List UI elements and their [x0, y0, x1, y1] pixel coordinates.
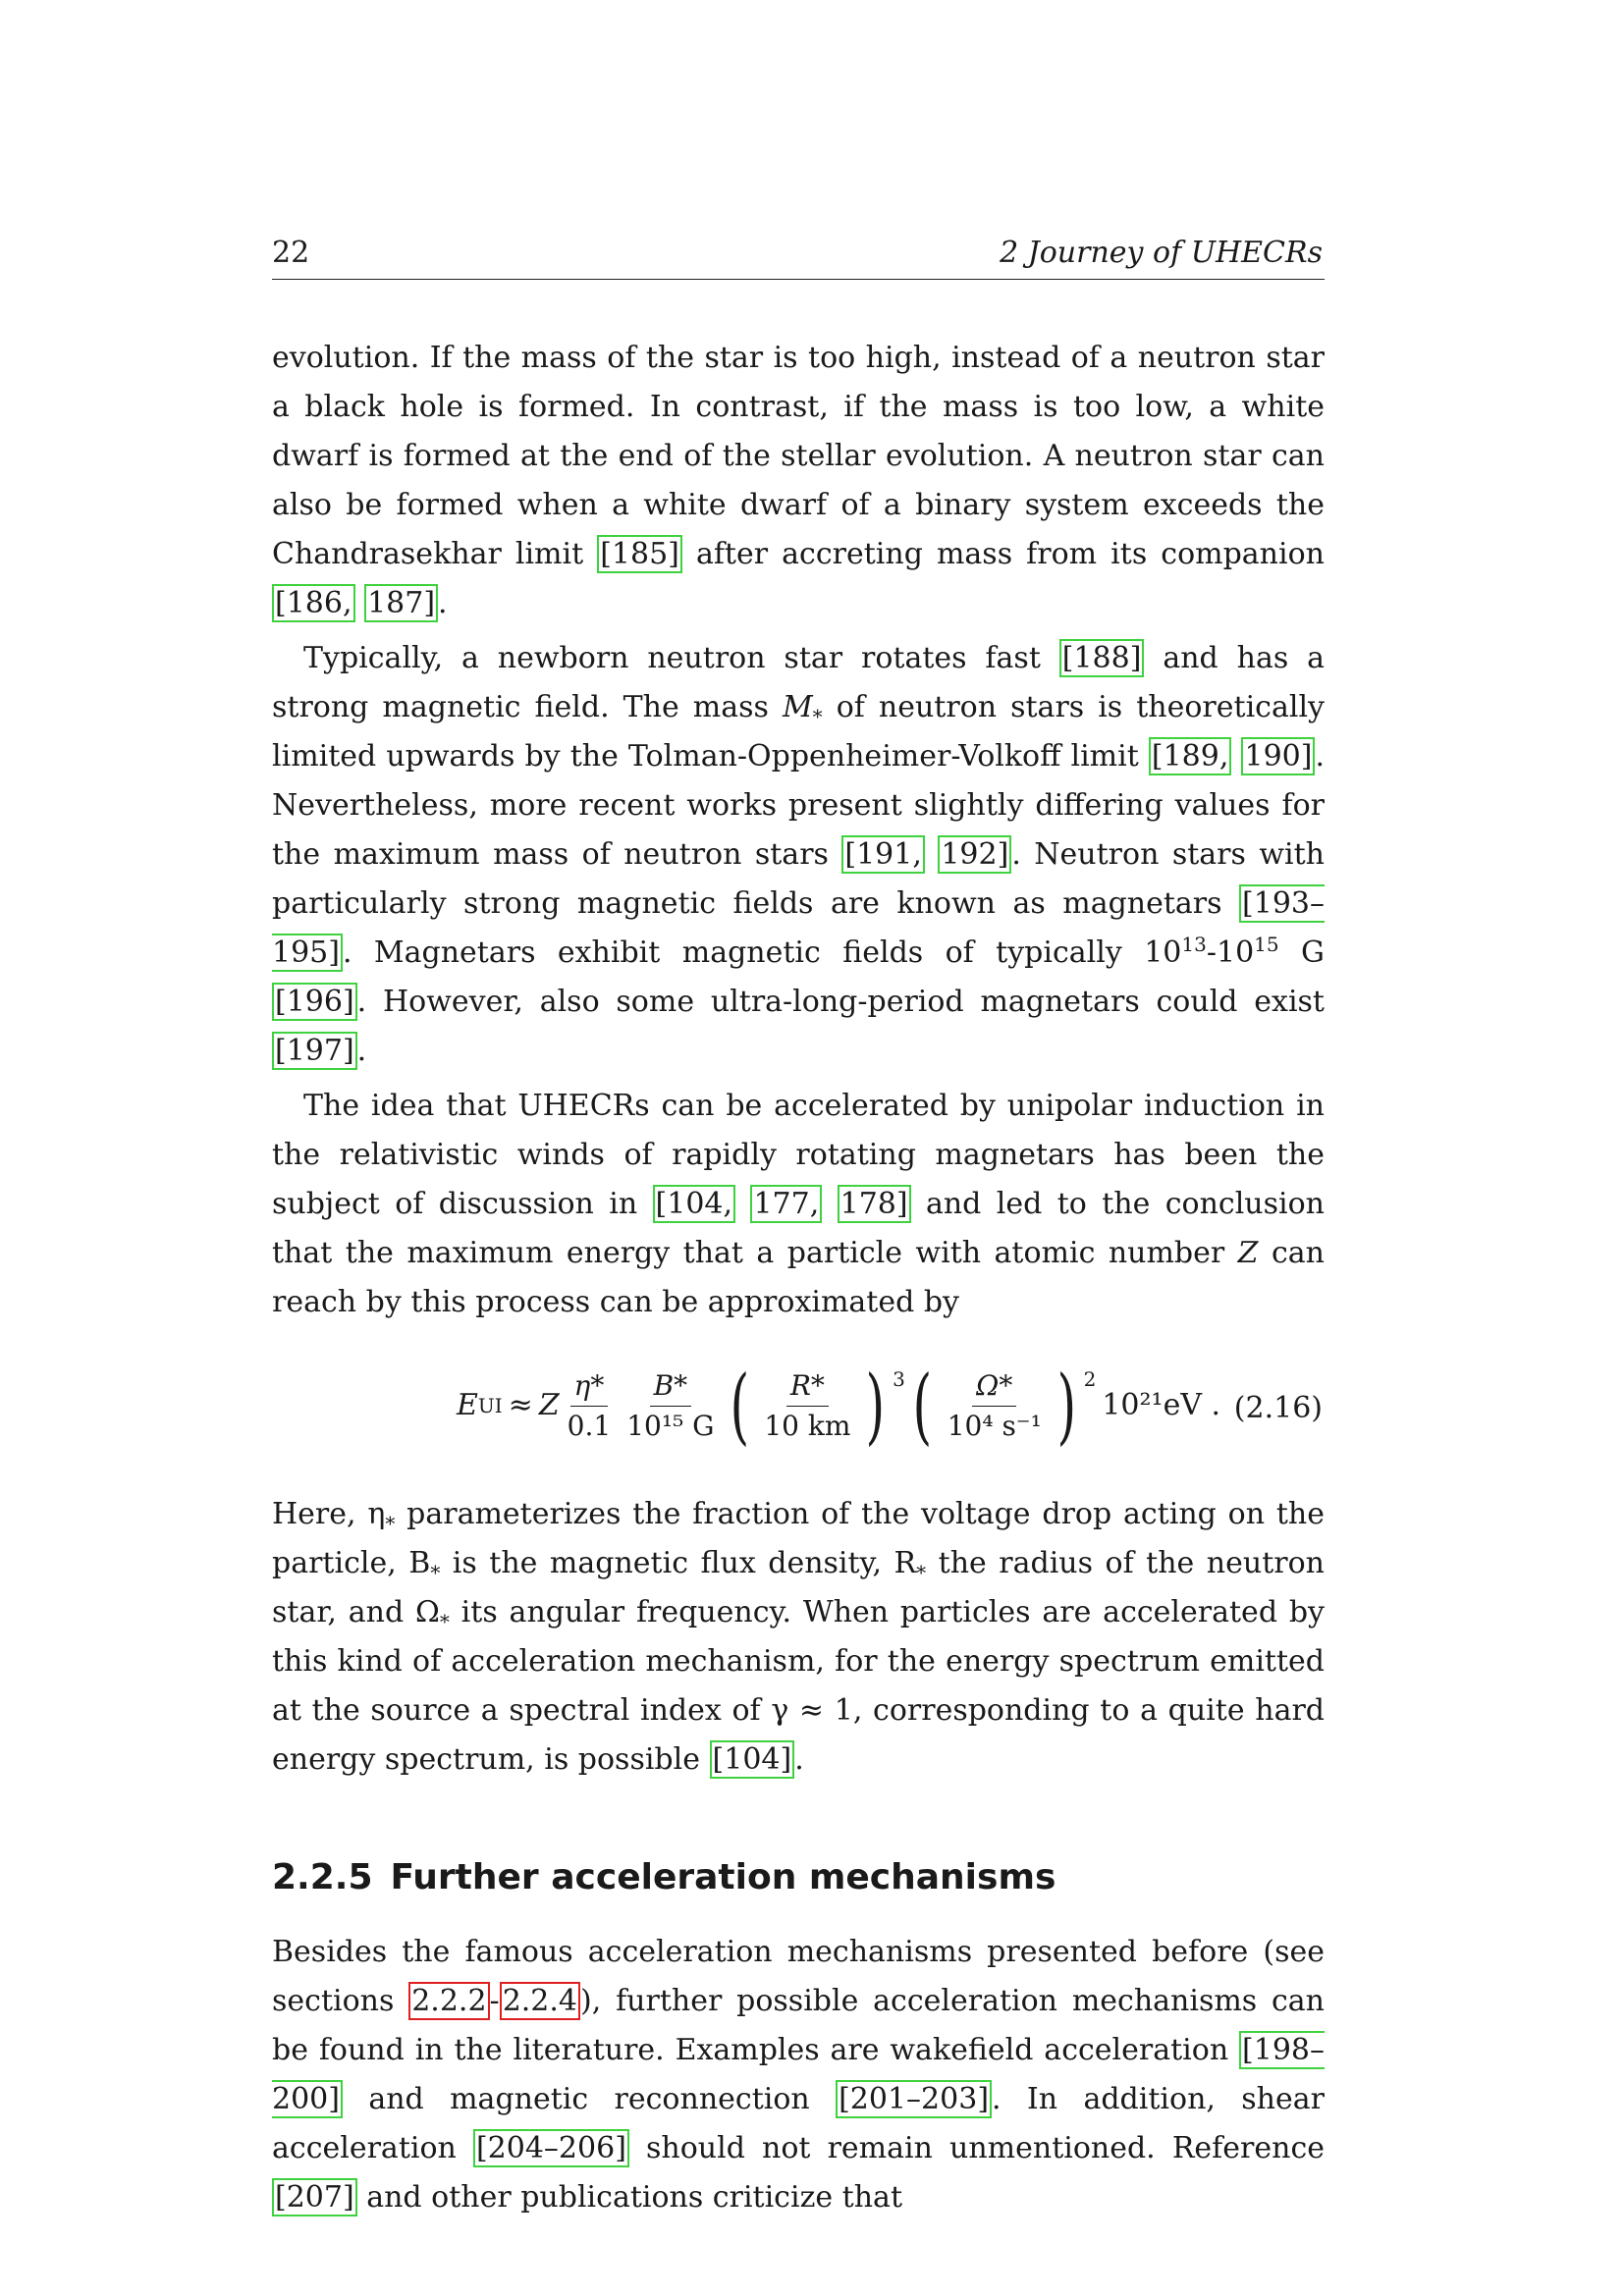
exponent: 15 [1254, 933, 1279, 956]
eq-fraction-b [623, 1366, 718, 1446]
text: The idea that UHECRs can be accelerated by unipolar induction in the relativistic winds of rapidly rotating magnetars has been the subject of discussion in [272, 1089, 1325, 1221]
text: . Magnetars exhibit magnetic fields of typically 10 [342, 935, 1182, 970]
text: and magnetic reconnection [342, 2082, 837, 2116]
eq-numerator: Ω* [972, 1366, 1016, 1407]
citation-link[interactable]: 177, [750, 1185, 822, 1223]
eq-fraction-omega [944, 1366, 1046, 1446]
text: and led to the conclusion that the maximum energy that a particle with atomic number [272, 1187, 1325, 1270]
text: . However, also some ultra-long-period magnetars could exist [356, 985, 1325, 1019]
math-symbol: Z [1237, 1236, 1259, 1270]
citation-link[interactable]: [201–203] [836, 2080, 992, 2118]
text: Besides the famous acceleration mechanisms presented before (see sections [272, 1935, 1325, 2018]
section-heading [272, 1853, 1325, 1902]
citation-link[interactable]: [186, [272, 584, 355, 622]
text: should not remain unmentioned. Reference [628, 2131, 1325, 2165]
citation-link[interactable]: [198–200] [272, 2033, 1325, 2116]
eq-fraction-r [760, 1366, 854, 1446]
text: G [1278, 935, 1325, 970]
text: - [489, 1984, 500, 2018]
citation-link[interactable]: [189, [1149, 737, 1232, 775]
eq-numerator: B* [650, 1366, 692, 1407]
exponent: 13 [1181, 933, 1207, 956]
section-link[interactable]: 2.2.2 [408, 1982, 489, 2020]
section-title: Further acceleration mechanisms [390, 1857, 1056, 1897]
text: . [794, 1742, 804, 1777]
text: Here, η [272, 1497, 386, 1531]
eq-denominator: 10¹⁵ G [626, 1409, 715, 1442]
running-header [272, 236, 1325, 280]
eq-fraction-eta [564, 1366, 616, 1446]
chapter-title: 2 Journey of UHECRs [1000, 236, 1323, 270]
eq-power: 3 [893, 1367, 905, 1391]
equation-number: (2.16) [1233, 1391, 1323, 1425]
text: . [438, 586, 448, 620]
math-subscript: * [439, 1610, 450, 1633]
text: ), further possible acceleration mechanisms can be found in the literature. Examples are wakefield acceleration [272, 1984, 1325, 2067]
eq-numerator: R* [786, 1366, 829, 1407]
citation-link[interactable]: [193–195] [272, 886, 1325, 970]
eq-left-paren: ( [730, 1358, 749, 1454]
text: the radius of the neutron star, and Ω [272, 1546, 1325, 1629]
paragraph-3 [272, 1082, 1325, 1327]
eq-power: 2 [1083, 1367, 1097, 1391]
eq-right-paren: ) [1056, 1358, 1077, 1454]
paragraph-2 [272, 634, 1325, 1076]
eq-energy-scale: 10²¹eV . [1102, 1388, 1221, 1422]
text: can reach by this process can be approximated by [272, 1236, 1325, 1319]
text: . In addition, shear acceleration [272, 2082, 1325, 2165]
citation-link[interactable]: 178] [838, 1185, 911, 1223]
text: parameterizes the fraction of the voltage drop acting on the particle, B [272, 1497, 1325, 1580]
section-link[interactable]: 2.2.4 [500, 1982, 580, 2020]
eq-right-paren: ) [865, 1358, 886, 1454]
citation-link[interactable]: [191, [841, 835, 925, 874]
citation-link[interactable]: [185] [597, 535, 682, 573]
eq-denominator: 0.1 [567, 1409, 612, 1442]
text: -10 [1206, 935, 1255, 970]
eq-numerator: η* [570, 1366, 609, 1407]
paragraph-5 [272, 1928, 1325, 2222]
text: its angular frequency. When particles are accelerated by this kind of acceleration mechanism, for the energy spectrum emitted at the source a spectral index of γ ≈ 1, corresponding to a quite hard energy spectrum, is possible [272, 1595, 1325, 1777]
section-number: 2.2.5 [272, 1857, 373, 1897]
paragraph-1 [272, 334, 1325, 628]
text: and other publications criticize that [356, 2180, 902, 2215]
text: after accreting mass from its companion [681, 537, 1325, 571]
math-subscript: * [916, 1561, 927, 1584]
paragraph-4 [272, 1490, 1325, 1785]
eq-left-paren: ( [912, 1358, 933, 1454]
citation-link[interactable]: [188] [1059, 639, 1145, 677]
citation-link[interactable]: [207] [272, 2178, 357, 2216]
text: Typically, a newborn neutron star rotates fast [303, 641, 1059, 675]
citation-link[interactable]: 187] [364, 584, 438, 622]
citation-link[interactable]: [104] [710, 1740, 795, 1779]
text: . [356, 1034, 367, 1068]
citation-link[interactable]: 190] [1241, 737, 1315, 775]
eq-lhs: E [457, 1388, 478, 1422]
citation-link[interactable]: [204–206] [473, 2129, 629, 2167]
eq-atomic-number: Z [538, 1388, 560, 1422]
eq-denominator: 10⁴ s⁻¹ [947, 1409, 1042, 1442]
page-number: 22 [272, 236, 310, 270]
equation-2-16 [272, 1349, 1325, 1463]
citation-link[interactable]: [197] [272, 1032, 357, 1070]
eq-approx-sign: ≈ [508, 1388, 533, 1422]
citation-link[interactable]: [104, [653, 1185, 736, 1223]
text: . Neutron stars with particularly strong magnetic fields are known as magnetars [272, 837, 1325, 921]
citation-link[interactable]: 192] [938, 835, 1011, 874]
text: is the magnetic flux density, R [440, 1546, 917, 1580]
math-symbol: M [782, 690, 813, 724]
math-subscript: * [812, 705, 823, 728]
text: . Nevertheless, more recent works present slightly differing values for the maximum mass of neutron stars [272, 739, 1325, 872]
equation-body: E UI ≈ Z $\frac{\eta*}{0.1}$ $\frac{B*}{\text{10¹⁵ G}}$ ( $\frac{R*}{10 km}$ ) 3 ( $\frac{\Omega*}{\text{10⁴ s⁻¹}}$ ) 2 10²¹eV . [457, 1359, 1220, 1453]
text: of neutron stars is theoretically limited upwards by the Tolman-Oppenheimer-Volkoff limit [272, 690, 1325, 774]
text: and has a strong magnetic field. The mass [272, 641, 1325, 724]
math-subscript: * [430, 1561, 441, 1584]
citation-link[interactable]: [196] [272, 983, 357, 1021]
body-text [272, 334, 1325, 2228]
eq-denominator: 10 km [764, 1409, 851, 1442]
text: evolution. If the mass of the star is too high, instead of a neutron star a black hole is formed. In contrast, if the mass is too low, a white dwarf is formed at the end of the stellar evolution. A neutron star can also be formed when a white dwarf of a binary system exceeds the Chandrasekhar limit [272, 341, 1325, 571]
math-subscript: * [385, 1512, 396, 1535]
